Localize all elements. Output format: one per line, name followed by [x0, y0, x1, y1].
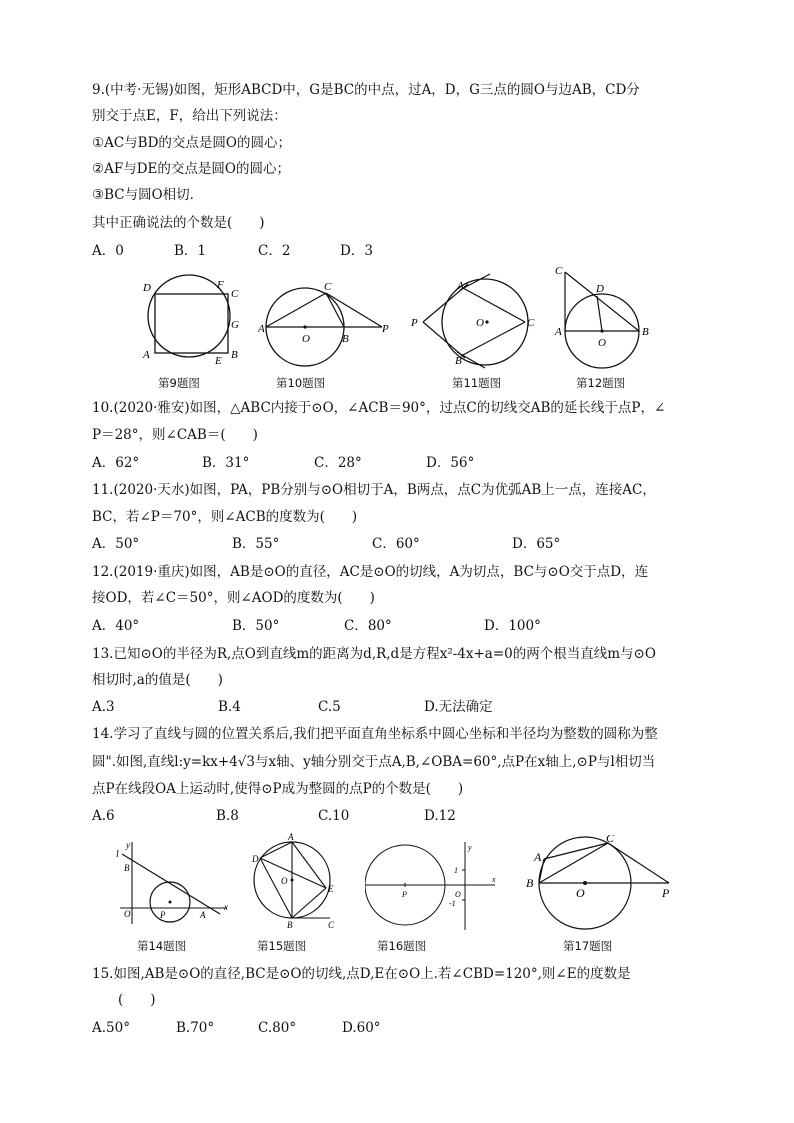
label-C: C: [555, 265, 563, 277]
label-E: E: [328, 884, 334, 894]
caption-fig-14: 第14题图: [137, 939, 187, 953]
q15-option-c: C.80°: [258, 1020, 297, 1036]
q14-line-3: 点P在线段OA上运动时,使得⊙P成为整圆的点P的个数是( ): [92, 781, 464, 797]
q13-line-2: 相切时,a的值是( ): [92, 672, 223, 688]
figure-11: [405, 270, 555, 370]
label-y: y: [468, 843, 472, 852]
q9-statement-1: ①AC与BD的交点是圆O的圆心；: [92, 135, 291, 151]
q13-option-d: D.无法确定: [424, 699, 493, 715]
q9-statement-2: ②AF与DE的交点是圆O的圆心；: [92, 161, 290, 177]
q14-option-c: C.10: [318, 808, 350, 824]
label-F: F: [217, 279, 224, 291]
label-A: A: [534, 850, 542, 864]
label-D: D: [252, 854, 259, 864]
label-A: A: [555, 326, 562, 338]
label-C: C: [328, 920, 335, 930]
q12-line-1: 12.(2019·重庆)如图，AB是⊙O的直径，AC是⊙O的切线，A为切点，BC与⊙O交于点D，连: [92, 564, 649, 580]
q15-line-1: 15.如图,AB是⊙O的直径,BC是⊙O的切线,点D,E在⊙O上.若∠CBD=120°,则∠E的度数是: [92, 966, 631, 982]
q13-option-a: A.3: [92, 699, 115, 715]
figure-12: [552, 262, 667, 372]
q9-option-c: C．2: [258, 243, 291, 259]
label-B: B: [287, 920, 293, 930]
label-y: y: [126, 840, 130, 850]
q9-option-a: A．0: [92, 243, 124, 259]
q13-option-b: B.4: [218, 699, 241, 715]
label-O: O: [281, 876, 288, 886]
q10-option-c: C．28°: [314, 455, 362, 471]
figure-15: [250, 830, 350, 930]
q14-option-a: A.6: [92, 808, 115, 824]
figure-10: [258, 275, 398, 370]
q14-option-b: B.8: [216, 808, 239, 824]
q14-line-1: 14.学习了直线与圆的位置关系后,我们把平面直角坐标系中圆心坐标和半径均为整数的圆称为整: [92, 726, 658, 742]
q11-option-b: B．55°: [232, 536, 280, 552]
label-C: C: [527, 317, 535, 329]
q15-option-a: A.50°: [92, 1020, 130, 1036]
q15-option-b: B.70°: [176, 1020, 215, 1036]
q11-line-1: 11.(2020·天水)如图，PA，PB分别与⊙O相切于A，B两点，点C为优弧AB上一点，连接AC，: [92, 482, 656, 498]
label-minus-1: -1: [449, 899, 456, 908]
label-1: 1: [454, 866, 458, 875]
figure-14: [112, 838, 237, 933]
label-O: O: [124, 909, 131, 919]
label-A: A: [288, 832, 294, 842]
q14-line-2: 圆".如图,直线l:y=kx+4√3与x轴、y轴分别交于点A,B,∠OBA=60°,点P在x轴上,⊙P与l相切当: [92, 754, 656, 770]
label-C: C: [231, 288, 239, 300]
q9-option-d: D．3: [340, 243, 373, 259]
q10-line-2: P＝28°，则∠CAB＝( ): [92, 427, 258, 443]
q9-statement-3: ③BC与圆O相切．: [92, 187, 204, 203]
label-B: B: [642, 326, 649, 338]
q12-option-a: A．40°: [92, 618, 140, 634]
figure-9: [135, 272, 250, 372]
figure-17: [522, 835, 687, 935]
q12-line-2: 接OD，若∠C＝50°，则∠AOD的度数为( ): [92, 590, 375, 606]
q9-line-2: 别交于点E，F，给出下列说法：: [92, 108, 287, 124]
label-O: O: [302, 333, 310, 345]
q11-option-a: A．50°: [92, 536, 140, 552]
label-P: P: [382, 323, 389, 335]
q13-option-c: C.5: [318, 699, 341, 715]
caption-fig-9: 第9题图: [158, 376, 200, 390]
label-B: B: [231, 349, 238, 361]
label-P: P: [411, 317, 418, 329]
q12-option-c: C．80°: [344, 618, 392, 634]
caption-fig-17: 第17题图: [563, 939, 613, 953]
label-C: C: [606, 835, 615, 845]
label-A: A: [457, 280, 464, 292]
label-P: P: [402, 890, 407, 899]
label-x: x: [492, 875, 496, 884]
label-E: E: [215, 355, 222, 367]
q15-option-d: D.60°: [342, 1020, 381, 1036]
caption-fig-15: 第15题图: [257, 939, 307, 953]
label-x: x: [224, 902, 228, 912]
label-B: B: [455, 355, 462, 367]
label-D: D: [143, 282, 151, 294]
q15-line-2: ( ): [118, 992, 156, 1008]
label-O: O: [476, 317, 484, 329]
q11-option-c: C．60°: [372, 536, 420, 552]
q10-line-1: 10.(2020·雅安)如图，△ABC内接于⊙O，∠ACB＝90°，过点C的切线交AB的延长线于点P，∠: [92, 400, 666, 416]
label-B: B: [124, 863, 130, 873]
q9-line-1: 9.(中考·无锡)如图，矩形ABCD中，G是BC的中点，过A，D，G三点的圆O与边AB，CD分: [92, 82, 640, 98]
caption-fig-11: 第11题图: [452, 376, 502, 390]
q12-option-b: B．50°: [232, 618, 280, 634]
label-l: l: [116, 849, 119, 860]
label-P: P: [662, 886, 670, 900]
label-G: G: [231, 319, 239, 331]
label-B: B: [342, 333, 349, 345]
caption-fig-16: 第16题图: [377, 939, 427, 953]
label-A: A: [143, 349, 150, 361]
label-B: B: [526, 876, 534, 890]
q9-option-b: B．1: [174, 243, 207, 259]
q9-prompt: 其中正确说法的个数是( ): [92, 215, 265, 231]
q10-option-a: A．62°: [92, 455, 140, 471]
label-A: A: [258, 323, 265, 335]
label-C: C: [324, 281, 332, 293]
q10-option-b: B．31°: [202, 455, 250, 471]
label-O: O: [598, 337, 606, 349]
caption-fig-10: 第10题图: [276, 376, 326, 390]
q14-option-d: D.12: [424, 808, 456, 824]
caption-fig-12: 第12题图: [576, 376, 626, 390]
label-D: D: [596, 283, 604, 295]
label-O: O: [576, 886, 585, 900]
q12-option-d: D．100°: [484, 618, 541, 634]
label-O: O: [455, 890, 461, 899]
q10-option-d: D．56°: [426, 455, 475, 471]
figure-16: [365, 840, 505, 935]
q11-line-2: BC，若∠P＝70°，则∠ACB的度数为( ): [92, 509, 358, 525]
label-P: P: [160, 910, 166, 920]
label-A: A: [200, 910, 206, 920]
q11-option-d: D．65°: [512, 536, 561, 552]
q13-line-1: 13.已知⊙O的半径为R,点O到直线m的距离为d,R,d是方程x²-4x+a=0的两个根当直线m与⊙O: [92, 646, 656, 662]
